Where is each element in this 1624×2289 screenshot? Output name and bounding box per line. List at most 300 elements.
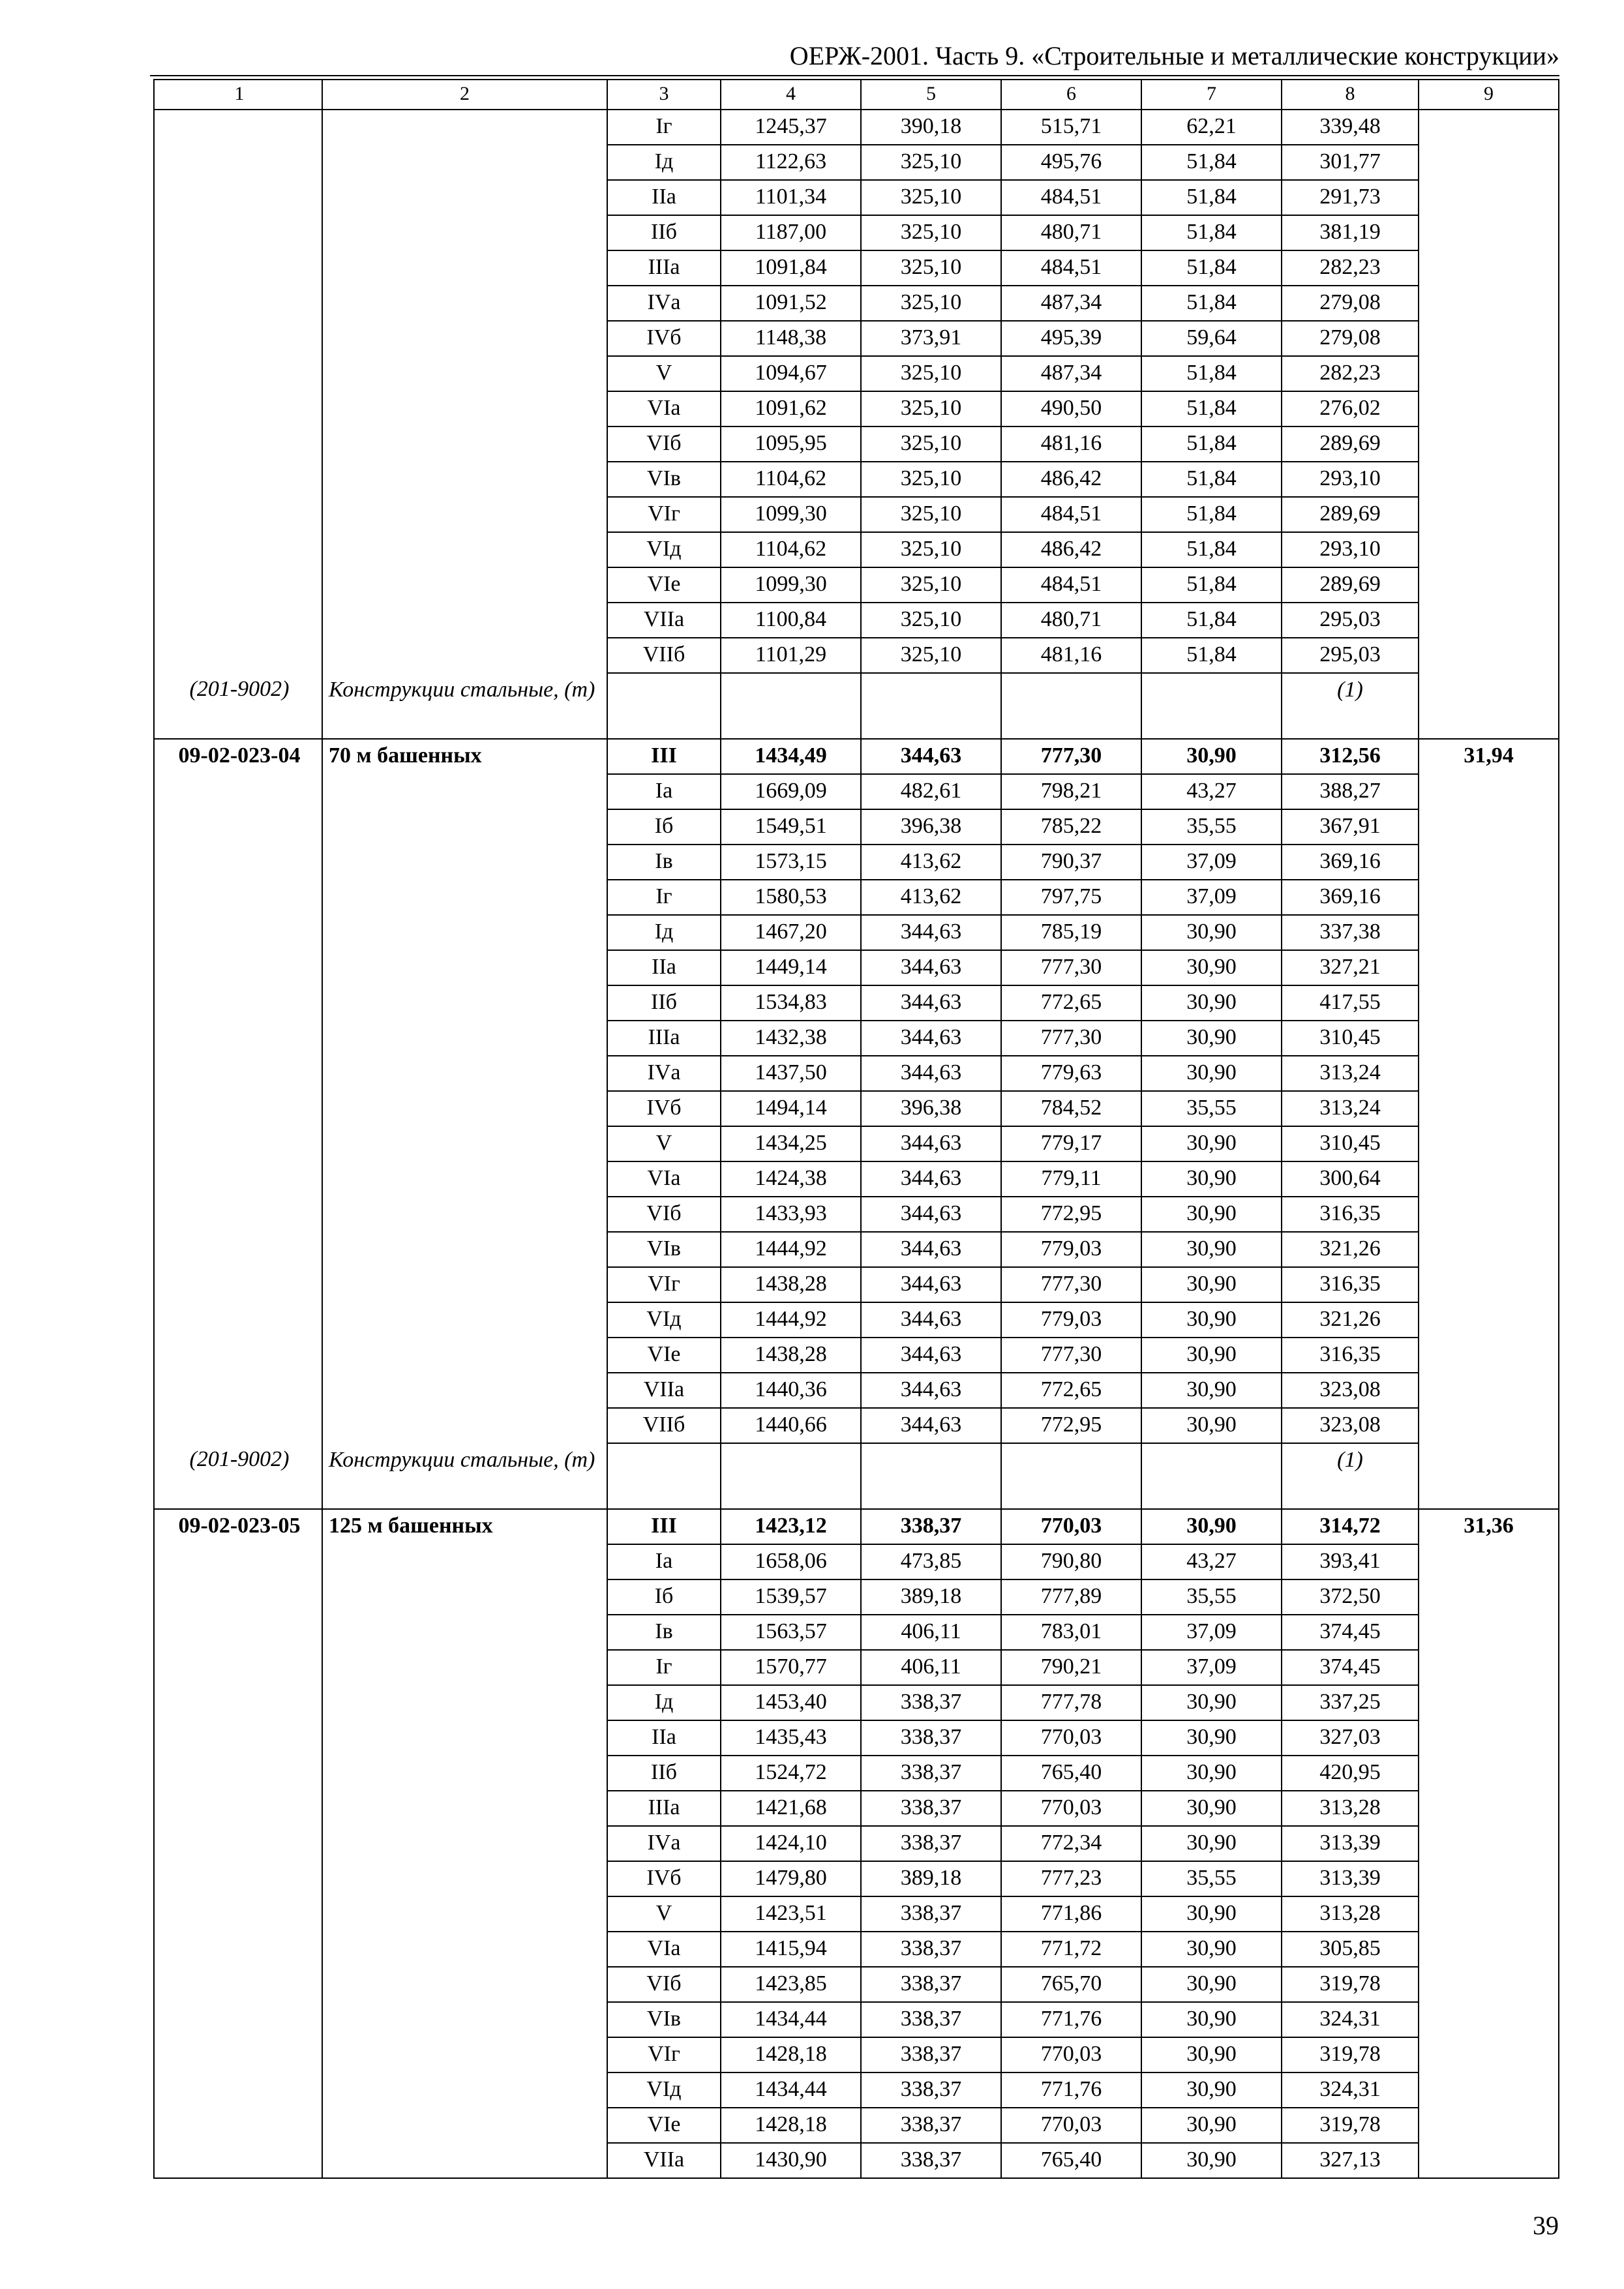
zone-code: VIа (607, 391, 721, 426)
norm-code-cell (154, 215, 322, 250)
resource-name: Конструкции стальные, (т) (322, 1443, 607, 1509)
machine-cost: 777,78 (1001, 1685, 1141, 1720)
norm-code-cell (154, 462, 322, 497)
norm-name-cell (322, 985, 607, 1021)
operator-wages: 30,90 (1141, 1509, 1282, 1544)
norm-name: 125 м башенных (322, 1509, 607, 1544)
norm-name-cell (322, 497, 607, 532)
labor-hours-cell (1419, 532, 1559, 567)
zone-code: Iб (607, 1579, 721, 1615)
norm-code-cell (154, 2108, 322, 2143)
operator-wages: 51,84 (1141, 145, 1282, 180)
norm-code-cell (154, 1373, 322, 1408)
machine-cost: 481,16 (1001, 638, 1141, 673)
norm-name-cell (322, 1579, 607, 1615)
machine-cost: 779,63 (1001, 1056, 1141, 1091)
operator-wages: 35,55 (1141, 1861, 1282, 1896)
materials-cost: 374,45 (1282, 1650, 1419, 1685)
norm-name-cell (322, 1685, 607, 1720)
labor-cost: 344,63 (861, 1161, 1001, 1197)
norm-name-cell (322, 1232, 607, 1267)
machine-cost: 480,71 (1001, 603, 1141, 638)
norm-code-cell (154, 391, 322, 426)
table-row (154, 638, 1559, 673)
total-cost: 1440,36 (721, 1373, 861, 1408)
column-number: 4 (721, 80, 861, 110)
operator-wages: 30,90 (1141, 1720, 1282, 1756)
labor-hours-cell (1419, 180, 1559, 215)
machine-cost: 777,30 (1001, 1267, 1141, 1302)
machine-cost: 777,30 (1001, 1021, 1141, 1056)
labor-cost: 338,37 (861, 1826, 1001, 1861)
total-cost: 1573,15 (721, 845, 861, 880)
materials-cost: 372,50 (1282, 1579, 1419, 1615)
zone-code: Iв (607, 845, 721, 880)
machine-cost: 779,11 (1001, 1161, 1141, 1197)
total-cost: 1101,29 (721, 638, 861, 673)
norm-code-cell (154, 1544, 322, 1579)
labor-hours-cell (1419, 567, 1559, 603)
machine-cost: 771,72 (1001, 1932, 1141, 1967)
materials-cost: 316,35 (1282, 1197, 1419, 1232)
materials-cost: 339,48 (1282, 110, 1419, 145)
materials-cost: 327,21 (1282, 950, 1419, 985)
materials-cost: 313,39 (1282, 1826, 1419, 1861)
operator-wages: 51,84 (1141, 567, 1282, 603)
resource-code: (201-9002) (154, 673, 322, 739)
zone-code: VIе (607, 567, 721, 603)
labor-hours-cell (1419, 1126, 1559, 1161)
norm-name-cell (322, 1408, 607, 1443)
norm-name-cell (322, 1756, 607, 1791)
operator-wages: 30,90 (1141, 739, 1282, 774)
labor-hours-cell (1419, 426, 1559, 462)
machine-cost: 790,21 (1001, 1650, 1141, 1685)
labor-hours-cell (1419, 1267, 1559, 1302)
materials-cost: 369,16 (1282, 845, 1419, 880)
empty-cell (1141, 1443, 1282, 1509)
total-cost: 1430,90 (721, 2143, 861, 2178)
operator-wages: 62,21 (1141, 110, 1282, 145)
machine-cost: 785,19 (1001, 915, 1141, 950)
norm-name-cell (322, 1544, 607, 1579)
labor-cost: 325,10 (861, 462, 1001, 497)
total-cost: 1479,80 (721, 1861, 861, 1896)
operator-wages: 51,84 (1141, 497, 1282, 532)
total-cost: 1091,52 (721, 286, 861, 321)
operator-wages: 30,90 (1141, 1232, 1282, 1267)
materials-cost: 313,24 (1282, 1091, 1419, 1126)
table-row (154, 603, 1559, 638)
table-row (154, 1896, 1559, 1932)
labor-hours-cell (1419, 286, 1559, 321)
labor-hours-cell (1419, 462, 1559, 497)
total-cost: 1122,63 (721, 145, 861, 180)
labor-cost: 325,10 (861, 532, 1001, 567)
total-cost: 1099,30 (721, 497, 861, 532)
labor-hours-cell (1419, 1685, 1559, 1720)
operator-wages: 59,64 (1141, 321, 1282, 356)
materials-cost: 417,55 (1282, 985, 1419, 1021)
resource-code: (201-9002) (154, 1443, 322, 1509)
labor-hours-cell (1419, 356, 1559, 391)
machine-cost: 772,95 (1001, 1408, 1141, 1443)
total-cost: 1444,92 (721, 1232, 861, 1267)
norm-code-cell (154, 915, 322, 950)
materials-cost: 310,45 (1282, 1021, 1419, 1056)
materials-cost: 319,78 (1282, 2037, 1419, 2072)
machine-cost: 765,40 (1001, 1756, 1141, 1791)
zone-code: Iа (607, 1544, 721, 1579)
table-row (154, 1615, 1559, 1650)
labor-hours: 31,36 (1419, 1509, 1559, 1544)
table-row (154, 1579, 1559, 1615)
materials-cost: 327,03 (1282, 1720, 1419, 1756)
norm-code-cell (154, 774, 322, 809)
norm-name-cell (322, 1267, 607, 1302)
zone-code: Iд (607, 145, 721, 180)
norm-code-cell (154, 426, 322, 462)
table-row (154, 532, 1559, 567)
labor-hours-cell (1419, 1615, 1559, 1650)
norm-name-cell (322, 1197, 607, 1232)
norm-name-cell (322, 603, 607, 638)
machine-cost: 770,03 (1001, 1720, 1141, 1756)
operator-wages: 30,90 (1141, 2143, 1282, 2178)
norm-name-cell (322, 880, 607, 915)
machine-cost: 495,39 (1001, 321, 1141, 356)
machine-cost: 487,34 (1001, 286, 1141, 321)
materials-cost: 312,56 (1282, 739, 1419, 774)
materials-cost: 319,78 (1282, 1967, 1419, 2002)
zone-code: VIа (607, 1932, 721, 1967)
norm-name-cell (322, 1338, 607, 1373)
norm-name-cell (322, 250, 607, 286)
norm-name-cell (322, 950, 607, 985)
norm-name-cell (322, 286, 607, 321)
labor-hours-cell (1419, 809, 1559, 845)
norm-code-cell (154, 1197, 322, 1232)
labor-hours-cell (1419, 1056, 1559, 1091)
operator-wages: 51,84 (1141, 391, 1282, 426)
table-row (154, 497, 1559, 532)
norm-code-cell (154, 1267, 322, 1302)
labor-cost: 338,37 (861, 1967, 1001, 2002)
norm-name-cell (322, 462, 607, 497)
machine-cost: 770,03 (1001, 1791, 1141, 1826)
total-cost: 1424,38 (721, 1161, 861, 1197)
norm-code: 09-02-023-05 (154, 1509, 322, 1544)
table-row (154, 1650, 1559, 1685)
labor-cost: 325,10 (861, 567, 1001, 603)
materials-cost: 313,28 (1282, 1896, 1419, 1932)
machine-cost: 484,51 (1001, 250, 1141, 286)
machine-cost: 765,40 (1001, 2143, 1141, 2178)
zone-code: IIIа (607, 250, 721, 286)
labor-cost: 325,10 (861, 180, 1001, 215)
materials-cost: 337,25 (1282, 1685, 1419, 1720)
zone-code: Iг (607, 1650, 721, 1685)
materials-cost: 420,95 (1282, 1756, 1419, 1791)
operator-wages: 35,55 (1141, 809, 1282, 845)
operator-wages: 35,55 (1141, 1579, 1282, 1615)
labor-cost: 390,18 (861, 110, 1001, 145)
total-cost: 1435,43 (721, 1720, 861, 1756)
zone-code: Iб (607, 809, 721, 845)
norm-code-cell (154, 356, 322, 391)
labor-hours-cell (1419, 1967, 1559, 2002)
norm-code-cell (154, 286, 322, 321)
zone-code: VIд (607, 532, 721, 567)
materials-cost: 276,02 (1282, 391, 1419, 426)
table-row (154, 809, 1559, 845)
total-cost: 1440,66 (721, 1408, 861, 1443)
norm-name-cell (322, 1373, 607, 1408)
norm-code-cell (154, 809, 322, 845)
table-row (154, 567, 1559, 603)
norm-name-cell (322, 2143, 607, 2178)
zone-code: Iд (607, 915, 721, 950)
operator-wages: 30,90 (1141, 1791, 1282, 1826)
labor-cost: 396,38 (861, 1091, 1001, 1126)
column-number: 9 (1419, 80, 1559, 110)
total-cost: 1524,72 (721, 1756, 861, 1791)
norm-code-cell (154, 1056, 322, 1091)
zone-code: VIIб (607, 1408, 721, 1443)
machine-cost: 487,34 (1001, 356, 1141, 391)
table-row (154, 462, 1559, 497)
zone-code: Iг (607, 110, 721, 145)
norm-code-cell (154, 950, 322, 985)
table-row (154, 1861, 1559, 1896)
total-cost: 1549,51 (721, 809, 861, 845)
table-row (154, 1932, 1559, 1967)
norm-code-cell (154, 1126, 322, 1161)
table-row (154, 1791, 1559, 1826)
norm-name-cell (322, 1791, 607, 1826)
zone-code: Iг (607, 880, 721, 915)
page-header: ОЕРЖ-2001. Часть 9. «Строительные и металлические конструкции» (789, 41, 1559, 70)
norm-name-cell (322, 809, 607, 845)
norm-name-cell (322, 391, 607, 426)
materials-cost: 293,10 (1282, 532, 1419, 567)
norm-name-cell (322, 1126, 607, 1161)
materials-cost: 282,23 (1282, 356, 1419, 391)
table-row (154, 215, 1559, 250)
labor-cost: 338,37 (861, 1720, 1001, 1756)
table-row (154, 985, 1559, 1021)
zone-code: VIг (607, 497, 721, 532)
total-cost: 1494,14 (721, 1091, 861, 1126)
machine-cost: 771,86 (1001, 1896, 1141, 1932)
labor-hours-cell (1419, 1338, 1559, 1373)
materials-cost: 393,41 (1282, 1544, 1419, 1579)
labor-cost: 344,63 (861, 1056, 1001, 1091)
zone-code: III (607, 1509, 721, 1544)
operator-wages: 35,55 (1141, 1091, 1282, 1126)
machine-cost: 771,76 (1001, 2002, 1141, 2037)
machine-cost: 515,71 (1001, 110, 1141, 145)
labor-cost: 344,63 (861, 915, 1001, 950)
machine-cost: 777,30 (1001, 739, 1141, 774)
machine-cost: 770,03 (1001, 1509, 1141, 1544)
total-cost: 1434,44 (721, 2072, 861, 2108)
zone-code: VIд (607, 1302, 721, 1338)
labor-cost: 413,62 (861, 845, 1001, 880)
table-row (154, 2002, 1559, 2037)
labor-cost: 413,62 (861, 880, 1001, 915)
zone-code: IVб (607, 1861, 721, 1896)
empty-cell (607, 1443, 721, 1509)
labor-cost: 373,91 (861, 321, 1001, 356)
labor-cost: 344,63 (861, 985, 1001, 1021)
zone-code: VIе (607, 1338, 721, 1373)
machine-cost: 486,42 (1001, 532, 1141, 567)
labor-cost: 389,18 (861, 1861, 1001, 1896)
total-cost: 1415,94 (721, 1932, 861, 1967)
operator-wages: 30,90 (1141, 1267, 1282, 1302)
empty-cell (1001, 673, 1141, 739)
labor-cost: 338,37 (861, 1509, 1001, 1544)
norm-name-cell (322, 1161, 607, 1197)
column-number: 1 (154, 80, 322, 110)
labor-cost: 338,37 (861, 2002, 1001, 2037)
zone-code: IIIа (607, 1791, 721, 1826)
operator-wages: 37,09 (1141, 880, 1282, 915)
resource-quantity: (1) (1282, 1443, 1419, 1509)
resource-name: Конструкции стальные, (т) (322, 673, 607, 739)
norm-name (322, 110, 607, 145)
total-cost: 1101,34 (721, 180, 861, 215)
operator-wages: 30,90 (1141, 1826, 1282, 1861)
materials-cost: 324,31 (1282, 2002, 1419, 2037)
zone-code: VIг (607, 1267, 721, 1302)
empty-cell (1419, 1443, 1559, 1509)
norm-code-cell (154, 845, 322, 880)
labor-hours-cell (1419, 1161, 1559, 1197)
materials-cost: 289,69 (1282, 567, 1419, 603)
materials-cost: 291,73 (1282, 180, 1419, 215)
zone-code: VIв (607, 462, 721, 497)
column-number: 6 (1001, 80, 1141, 110)
norm-code-cell (154, 2037, 322, 2072)
column-number: 5 (861, 80, 1001, 110)
machine-cost: 772,65 (1001, 1373, 1141, 1408)
operator-wages: 30,90 (1141, 950, 1282, 985)
labor-hours-cell (1419, 880, 1559, 915)
labor-hours-cell (1419, 1932, 1559, 1967)
norm-code-cell (154, 1408, 322, 1443)
materials-cost: 314,72 (1282, 1509, 1419, 1544)
norm-code (154, 110, 322, 145)
table-row (154, 1232, 1559, 1267)
table-row (154, 1091, 1559, 1126)
machine-cost: 770,03 (1001, 2108, 1141, 2143)
norm-name-cell (322, 1896, 607, 1932)
total-cost: 1245,37 (721, 110, 861, 145)
labor-hours-cell (1419, 950, 1559, 985)
labor-cost: 325,10 (861, 426, 1001, 462)
norm-name-cell (322, 567, 607, 603)
machine-cost: 783,01 (1001, 1615, 1141, 1650)
labor-cost: 325,10 (861, 638, 1001, 673)
table-row (154, 1161, 1559, 1197)
zone-code: VIа (607, 1161, 721, 1197)
machine-cost: 480,71 (1001, 215, 1141, 250)
materials-cost: 300,64 (1282, 1161, 1419, 1197)
labor-hours-cell (1419, 1791, 1559, 1826)
norm-code-cell (154, 1021, 322, 1056)
total-cost: 1432,38 (721, 1021, 861, 1056)
labor-hours-cell (1419, 2002, 1559, 2037)
total-cost: 1104,62 (721, 462, 861, 497)
norm-name-cell (322, 1967, 607, 2002)
machine-cost: 771,76 (1001, 2072, 1141, 2108)
norm-code-cell (154, 1791, 322, 1826)
empty-cell (861, 673, 1001, 739)
table-row (154, 250, 1559, 286)
table-row (154, 1756, 1559, 1791)
norm-name-cell (322, 2072, 607, 2108)
resource-row (154, 1443, 1559, 1509)
operator-wages: 30,90 (1141, 985, 1282, 1021)
table-row (154, 1056, 1559, 1091)
total-cost: 1104,62 (721, 532, 861, 567)
column-number: 7 (1141, 80, 1282, 110)
total-cost: 1444,92 (721, 1302, 861, 1338)
norm-code-cell (154, 180, 322, 215)
labor-cost: 325,10 (861, 497, 1001, 532)
norm-name-cell (322, 1615, 607, 1650)
zone-code: VIIа (607, 2143, 721, 2178)
machine-cost: 770,03 (1001, 2037, 1141, 2072)
norm-code-cell (154, 1091, 322, 1126)
labor-cost: 325,10 (861, 356, 1001, 391)
norm-name-cell (322, 1861, 607, 1896)
zone-code: VIе (607, 2108, 721, 2143)
table-row (154, 1967, 1559, 2002)
machine-cost: 790,80 (1001, 1544, 1141, 1579)
column-number-row (154, 80, 1559, 110)
operator-wages: 51,84 (1141, 638, 1282, 673)
zone-code: Iв (607, 1615, 721, 1650)
total-cost: 1434,49 (721, 739, 861, 774)
zone-code: VIв (607, 2002, 721, 2037)
materials-cost: 323,08 (1282, 1373, 1419, 1408)
labor-cost: 344,63 (861, 1373, 1001, 1408)
labor-cost: 325,10 (861, 603, 1001, 638)
zone-code: VIб (607, 1197, 721, 1232)
total-cost: 1438,28 (721, 1267, 861, 1302)
table-row (154, 321, 1559, 356)
norm-code-cell (154, 880, 322, 915)
norm-name-cell (322, 426, 607, 462)
total-cost: 1099,30 (721, 567, 861, 603)
total-cost: 1434,44 (721, 2002, 861, 2037)
table-row (154, 180, 1559, 215)
operator-wages: 30,90 (1141, 1197, 1282, 1232)
norm-code-cell (154, 638, 322, 673)
labor-hours-cell (1419, 1232, 1559, 1267)
zone-code: VIIб (607, 638, 721, 673)
total-cost: 1563,57 (721, 1615, 861, 1650)
norm-code-cell (154, 985, 322, 1021)
labor-hours-cell (1419, 638, 1559, 673)
labor-cost: 338,37 (861, 2108, 1001, 2143)
labor-cost: 396,38 (861, 809, 1001, 845)
machine-cost: 777,30 (1001, 950, 1141, 985)
norm-code-cell (154, 603, 322, 638)
